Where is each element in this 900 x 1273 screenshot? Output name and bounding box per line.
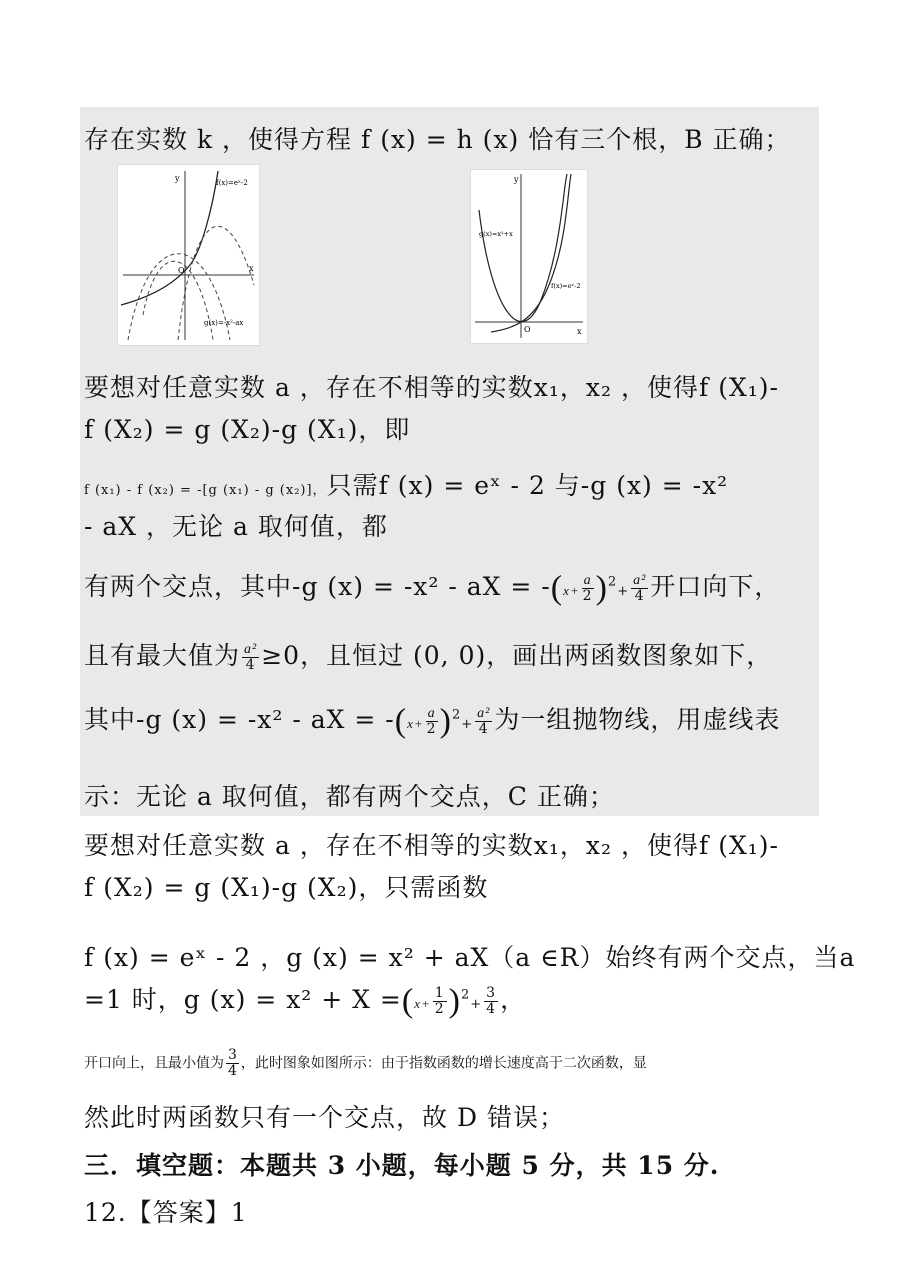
graph1-origin-label: O <box>178 266 185 275</box>
text-span: 为一组抛物线，用虚线表 <box>494 705 781 734</box>
math-inline: f (x₁) - f (x₂) = -[g (x₁) - g (x₂)]， <box>84 483 327 498</box>
text-span: 开口向上，且最小值为 <box>84 1055 224 1072</box>
graph2-y-label: y <box>514 175 519 184</box>
text-line: 要想对任意实数 a ，存在不相等的实数x₁，x₂ ，使得f (X₁)- <box>84 831 779 860</box>
text-line: 存在实数 k ，使得方程 f (x) = h (x) 恰有三个根，B 正确； <box>84 125 791 154</box>
text-span: ，此时图象如图所示：由于指数函数的增长速度高于二次函数，显 <box>240 1055 647 1072</box>
fraction: $\frac{3}{4}$ <box>228 1047 237 1079</box>
text-line: 然此时两函数只有一个交点，故 D 错误； <box>84 1103 565 1132</box>
fraction: $\frac{\text{a²}}{4}$ <box>244 642 258 673</box>
text-line: - aX ，无论 a 取何值，都 <box>84 512 388 541</box>
text-line: =1 时，g (x) = x² + X =(x+ $\frac{1}{2}$ )$^2$+ $\frac{3}{4}$ ， <box>84 982 527 1020</box>
text-line: f (X₂) = g (X₂)-g (X₁)，即 <box>84 415 411 444</box>
graph2-f-label: f(x)=eˣ-2 <box>551 282 581 290</box>
text-line: 其中-g (x) = -x² - aX = -(x+ $\frac{a}{2}$ )$^2$+ $\frac{\text{a²}}{4}$ 为一组抛物线，用虚线表 <box>84 702 781 740</box>
fraction: $\frac{\text{a²}}{4}$ <box>477 706 491 737</box>
math-term: x+ <box>414 996 431 1011</box>
text-line: 要想对任意实数 a ，存在不相等的实数x₁，x₂ ，使得f (X₁)- <box>84 373 779 402</box>
text-span: ≥0，且恒过 (0, 0)，画出两函数图象如下， <box>261 641 773 670</box>
graph1-f-label: f(x)=eˣ-2 <box>216 179 248 187</box>
text-span: =1 时，g (x) = x² + X = <box>84 985 402 1014</box>
text-line: f (X₂) = g (X₁)-g (X₂)，只需函数 <box>84 873 489 902</box>
fraction: $\frac{a}{2}$ <box>426 706 437 737</box>
text-line: 示：无论 a 取何值，都有两个交点，C 正确； <box>84 782 615 811</box>
text-line <box>84 466 728 502</box>
graph-exp-vs-family-parabolas <box>117 164 260 346</box>
graph-exp-vs-parabola <box>470 169 588 344</box>
text-span: 只需f (x) = eˣ - 2 与-g (x) = -x² <box>326 471 729 500</box>
text-span: 开口向下， <box>650 572 781 601</box>
math-term: x+ <box>563 583 580 598</box>
answer-line: 12.【答案】1 <box>84 1198 248 1227</box>
small-text-line <box>84 1048 647 1079</box>
text-line <box>84 636 772 673</box>
text-line: f (x) = eˣ - 2 ，g (x) = x² + aX（a ∈R）始终有两个交点，当a <box>84 943 856 972</box>
graph2-origin-label: O <box>524 325 531 334</box>
graph1-g-label: g(x)=-x²-ax <box>204 319 244 327</box>
graph2-g-label: g(x)=x²+x <box>479 230 513 238</box>
fraction: $\frac{1}{2}$ <box>434 985 445 1017</box>
math-term: x+ <box>407 716 424 731</box>
fraction: $\frac{\text{a²}}{4}$ <box>633 573 647 604</box>
text-span: 有两个交点，其中-g (x) = -x² - aX = - <box>84 572 551 601</box>
graph2-x-label: x <box>577 327 582 336</box>
text-line: 有两个交点，其中-g (x) = -x² - aX = -(x+ $\frac{a}{2}$ )$^2$+ $\frac{\text{a²}}{4}$ 开口向下， <box>84 569 781 607</box>
section-heading: 三．填空题：本题共 3 小题，每小题 5 分，共 15 分. <box>84 1151 720 1180</box>
text-span: 其中-g (x) = -x² - aX = - <box>84 705 395 734</box>
graph1-x-label: x <box>249 264 254 273</box>
text-span: 且有最大值为 <box>84 641 241 670</box>
fraction: $\frac{3}{4}$ <box>486 985 497 1017</box>
graph1-y-label: y <box>175 174 180 183</box>
fraction: $\frac{a}{2}$ <box>582 573 593 604</box>
